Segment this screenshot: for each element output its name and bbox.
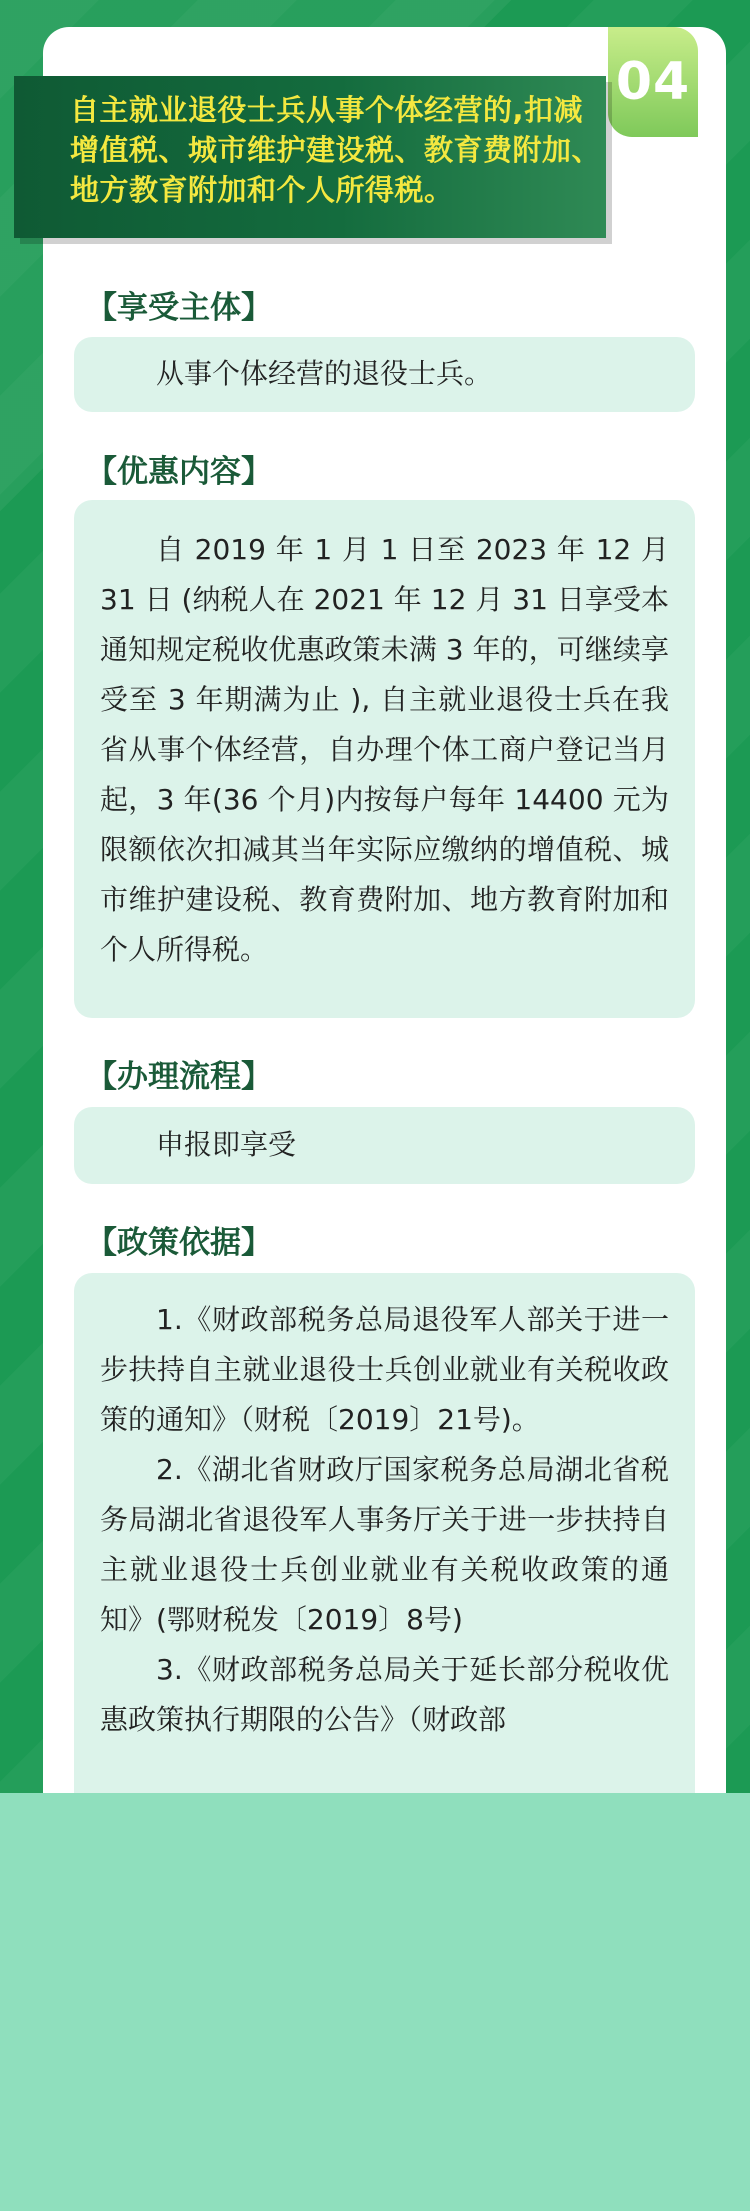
process-heading: 【办理流程】 [86, 1059, 272, 1095]
title-banner [14, 76, 606, 238]
process-box [74, 1107, 695, 1184]
process-text: 申报即享受 [156, 1128, 297, 1161]
content-heading: 【优惠内容】 [86, 454, 272, 490]
basis-item: 3.《财政部税务总局关于延长部分税收优惠政策执行期限的公告》（财政部 [100, 1653, 669, 1736]
basis-item: 2.《湖北省财政厅国家税务总局湖北省税务局湖北省退役军人事务厅关于进一步扶持自主就业退役士兵创业就业有关税收政策的通知》(鄂财税发〔2019〕8号) [100, 1453, 669, 1636]
basis-heading: 【政策依据】 [86, 1225, 272, 1261]
mint-footer-area [0, 1793, 750, 2211]
content-box [74, 500, 695, 1018]
basis-item: 1.《财政部税务总局退役军人部关于进一步扶持自主就业退役士兵创业就业有关税收政策的通知》（财税〔2019〕21号)。 [100, 1303, 669, 1436]
number-badge: 04 [608, 27, 698, 137]
basis-box [74, 1273, 695, 1813]
page-title: 自主就业退役士兵从事个体经营的,扣减增值税、城市维护建设税、教育费附加、地方教育附加和个人所得税。 [70, 93, 602, 207]
subject-heading: 【享受主体】 [86, 290, 272, 326]
subject-box [74, 337, 695, 412]
content-text: 自 2019 年 1 月 1 日至 2023 年 12 月 31 日 (纳税人在 2021 年 12 月 31 日享受本通知规定税收优惠政策未满 3 年的，可继续享受至 3 年期满为止 ), 自主就业退役士兵在我省从事个体经营，自办理个体工商户登记当月起，3 年(36 个月)内按每户每年 14400 元为限额依次扣减其当年实际应缴纳的增值税、城市维护建设税、教育费附加、地方教育附加和个人所得税。 [100, 533, 669, 966]
subject-text: 从事个体经营的退役士兵。 [156, 357, 493, 390]
